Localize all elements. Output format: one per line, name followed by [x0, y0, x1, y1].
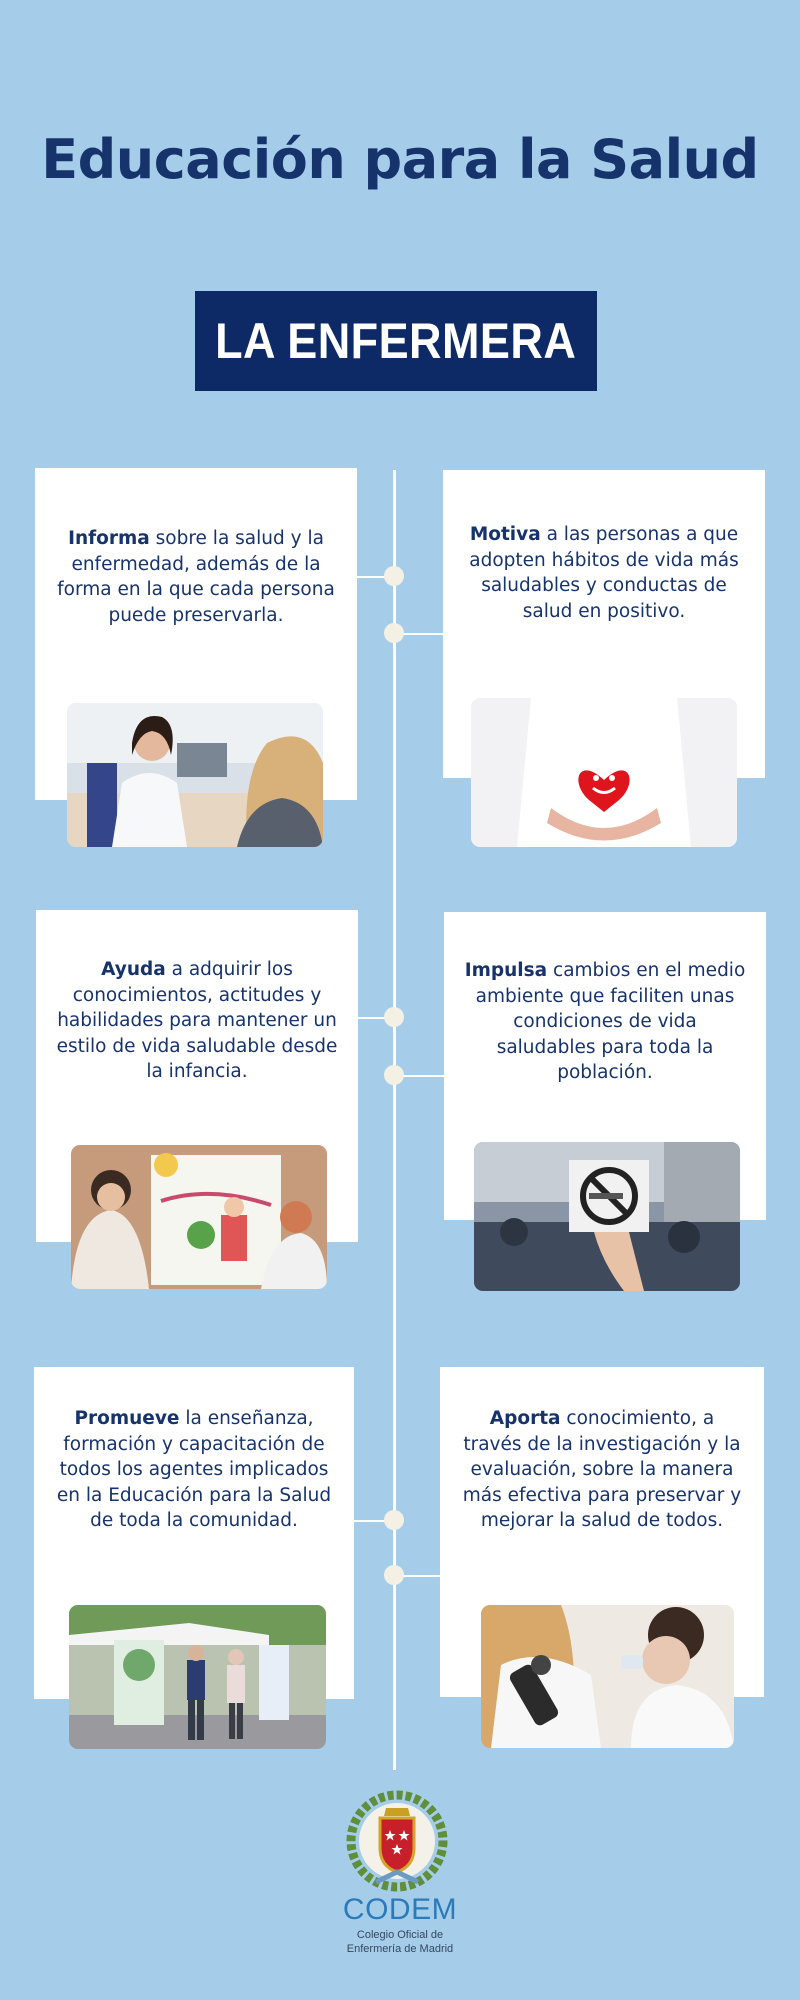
card-informa-text	[55, 526, 337, 628]
card-promueve-text	[54, 1406, 334, 1534]
card-impulsa-keyword: Impulsa	[464, 960, 548, 981]
timeline-dot	[384, 1565, 404, 1585]
brand-name: CODEM	[342, 1893, 458, 1926]
card-promueve-body: la enseñanza, formación y capacitación de todos los agentes implicados en la Educación para la Salud de toda la comunidad.	[56, 1408, 332, 1531]
timeline-dot	[384, 1510, 404, 1530]
brand-subtitle-line1: Colegio Oficial de	[356, 1929, 444, 1941]
laboratory-microscope-photo	[481, 1605, 734, 1748]
card-ayuda-keyword: Ayuda	[101, 959, 166, 980]
brand-subtitle-line2: Enfermería de Madrid	[346, 1943, 454, 1955]
nurse-consultation-photo	[67, 703, 323, 847]
card-motiva-keyword: Motiva	[469, 524, 541, 545]
card-impulsa-text	[464, 958, 746, 1086]
card-ayuda-body: a adquirir los conocimientos, actitudes y habilidades para mantener un estilo de vida saludable desde la infancia.	[56, 959, 338, 1082]
timeline-dot	[384, 1007, 404, 1027]
card-aporta-text	[461, 1406, 743, 1534]
card-aporta-keyword: Aporta	[489, 1408, 561, 1429]
section-banner	[195, 291, 597, 391]
card-informa-body: sobre la salud y la enfermedad, además de la forma en la que cada persona puede preservarla.	[57, 528, 335, 626]
codem-logo	[346, 1790, 448, 1892]
card-ayuda-text	[56, 957, 338, 1085]
card-motiva-body: a las personas a que adopten hábitos de vida más saludables y conductas de salud en positivo.	[469, 524, 739, 622]
page-title: Educación para la Salud	[41, 128, 759, 191]
timeline-dot	[384, 1065, 404, 1085]
card-impulsa-body: cambios en el medio ambiente que faciliten unas condiciones de vida saludables para toda la población.	[475, 960, 746, 1083]
card-informa-keyword: Informa	[68, 528, 150, 549]
banner-label: LA ENFERMERA	[215, 313, 577, 369]
card-motiva-text	[463, 522, 745, 624]
timeline-dot	[384, 566, 404, 586]
card-promueve-keyword: Promueve	[74, 1408, 180, 1429]
no-smoking-sign-photo	[474, 1142, 740, 1291]
timeline-dot	[384, 623, 404, 643]
community-health-stand-photo	[69, 1605, 326, 1749]
child-health-workshop-photo	[71, 1145, 327, 1289]
card-aporta-body: conocimiento, a través de la investigación y la evaluación, sobre la manera más efectiva para preservar y mejorar la salud de todos.	[462, 1408, 742, 1531]
heart-in-hands-photo	[471, 698, 737, 847]
